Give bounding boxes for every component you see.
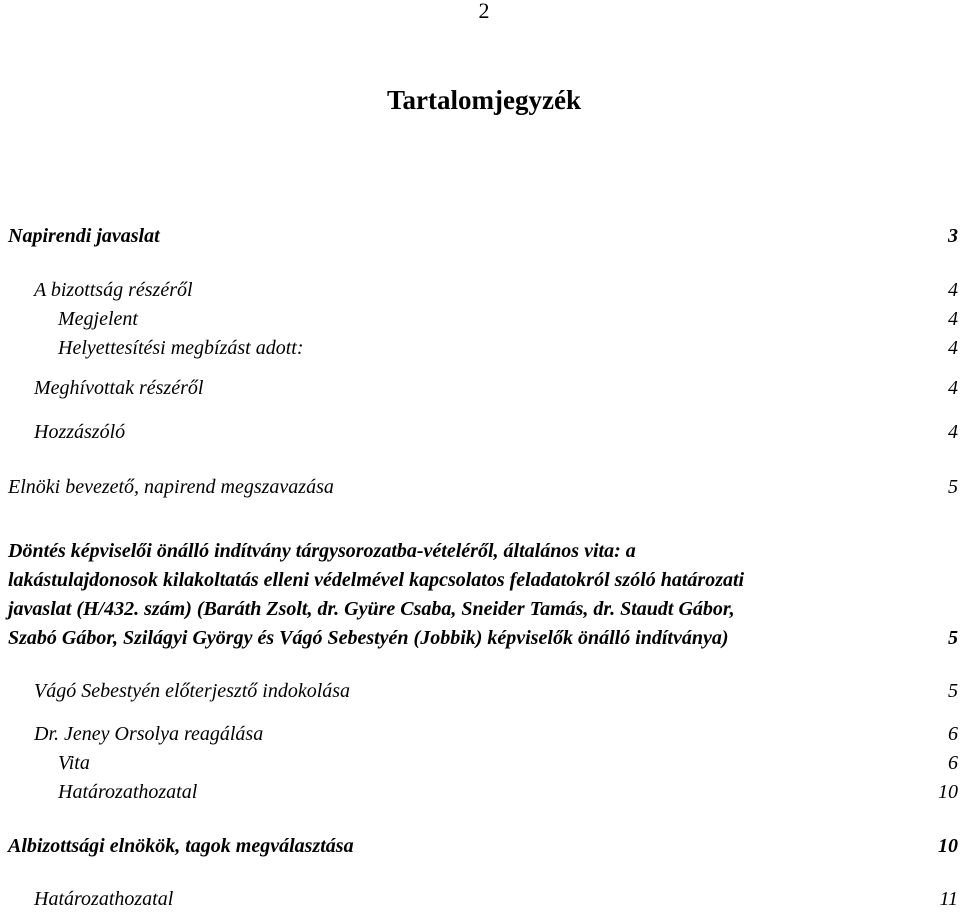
toc-entry-text: Elnöki bevezető, napirend megszavazása	[8, 476, 334, 498]
toc-entry-page: 5	[948, 627, 958, 649]
toc-entry-page: 5	[948, 680, 958, 702]
toc-entry-page: 10	[938, 781, 958, 803]
toc-entry-text-line: lakástulajdonosok kilakoltatás elleni védelmével kapcsolatos feladatokról szóló határozati	[8, 569, 745, 591]
toc-entry-page: 5	[948, 476, 958, 498]
toc-entry-page: 10	[938, 835, 958, 857]
toc-entry-text: Dr. Jeney Orsolya reagálása	[34, 723, 264, 745]
toc-entry-page: 6	[948, 723, 958, 745]
toc-entry-page: 4	[948, 377, 958, 399]
toc-entry-text: Albizottsági elnökök, tagok megválasztása	[8, 835, 354, 857]
toc-entry-page: 4	[948, 421, 958, 443]
toc-entry-text-line: Döntés képviselői önálló indítvány tárgysorozatba-vételéről, általános vita: a	[8, 540, 636, 562]
toc-entry-text: Határozathozatal	[58, 781, 198, 803]
toc-entry-page: 6	[948, 752, 958, 774]
toc-entry-text: Vágó Sebestyén előterjesztő indokolása	[34, 680, 351, 702]
toc-entry-page: 3	[948, 225, 958, 247]
toc-entry-page: 11	[939, 888, 958, 910]
toc-entry-page: 4	[948, 279, 958, 301]
toc-entry-page: 4	[948, 337, 958, 359]
toc-entry-text: Határozathozatal	[34, 888, 174, 910]
toc-entry-text: A bizottság részéről	[34, 279, 193, 301]
toc-entry-text: Megjelent	[58, 308, 138, 330]
toc-entry-text-line: javaslat (H/432. szám) (Baráth Zsolt, dr. Gyüre Csaba, Sneider Tamás, dr. Staudt Gábor,	[8, 598, 735, 620]
toc-entry-text-line: Szabó Gábor, Szilágyi György és Vágó Sebestyén (Jobbik) képviselők önálló indítványa)	[8, 627, 729, 649]
toc-title: Tartalomjegyzék	[387, 85, 581, 115]
toc-entry-text: Vita	[58, 752, 90, 774]
toc-entry-text: Meghívottak részéről	[34, 377, 204, 399]
toc-entry-text: Napirendi javaslat	[8, 225, 160, 247]
toc-entry-text	[8, 537, 948, 653]
toc-entry-text: Helyettesítési megbízást adott:	[58, 337, 304, 359]
page-number: 2	[478, 0, 490, 23]
toc-entry-page: 4	[948, 308, 958, 330]
toc-entry-text: Hozzászóló	[34, 421, 126, 443]
